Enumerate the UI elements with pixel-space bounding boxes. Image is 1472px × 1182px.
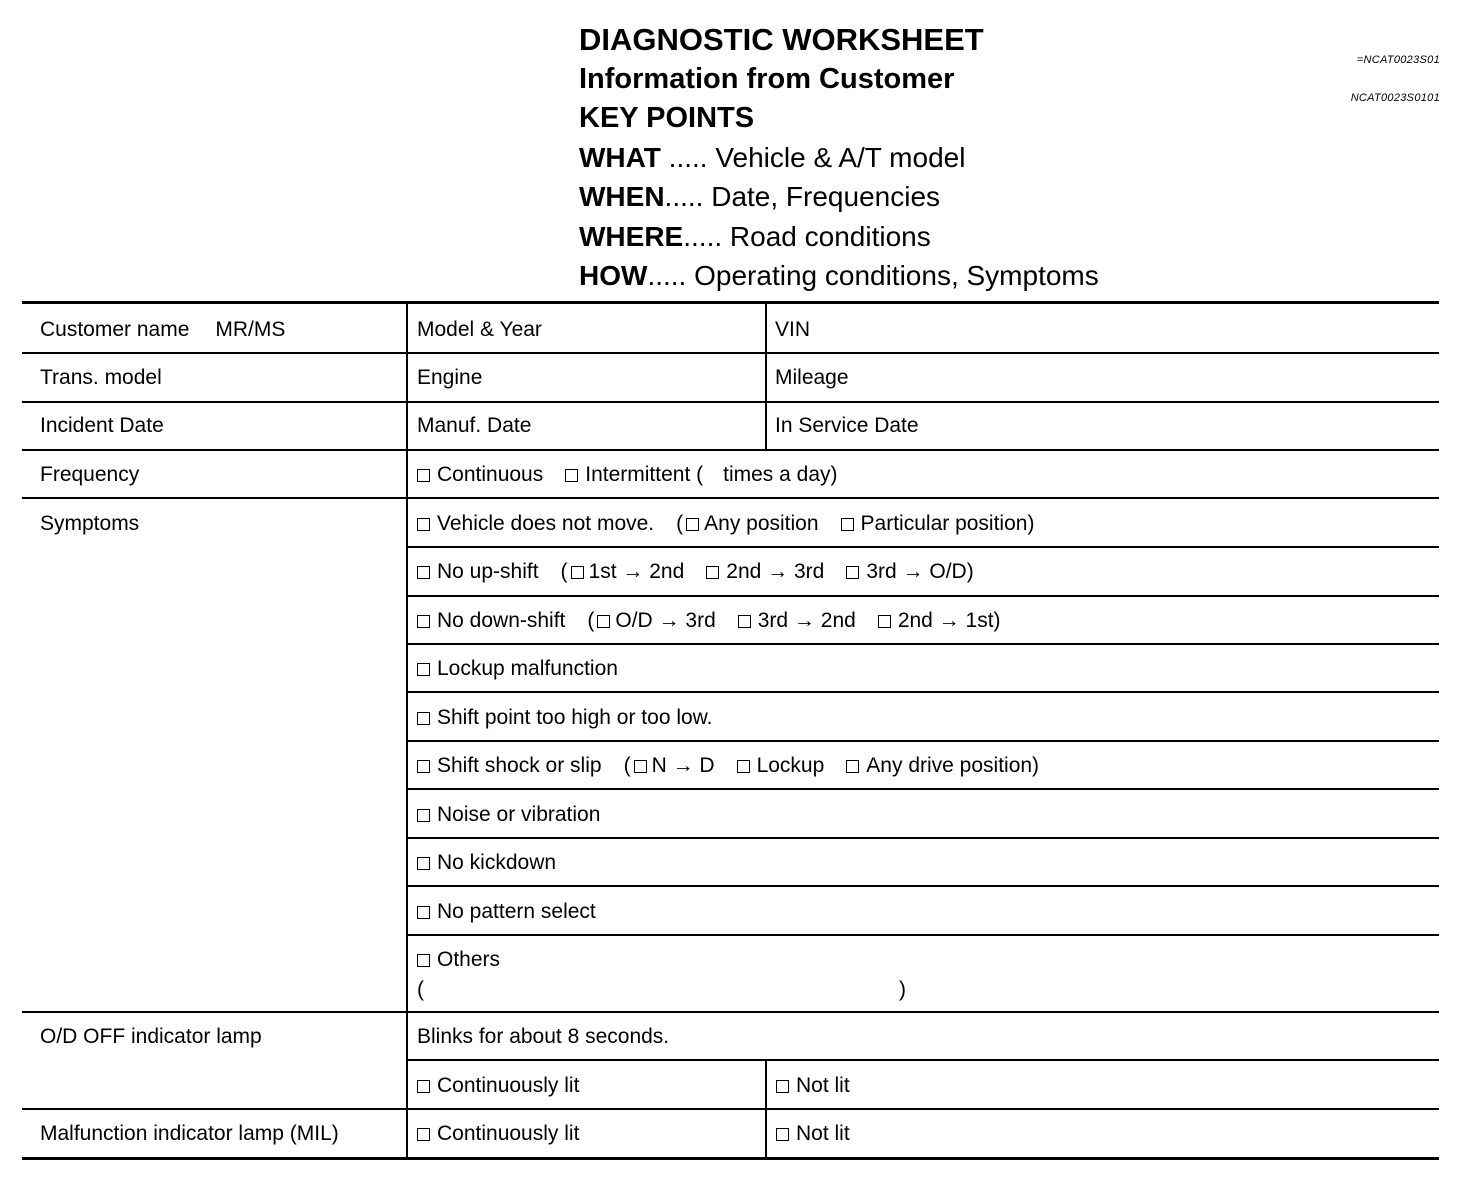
manuf-date-field[interactable]: Manuf. Date (417, 414, 532, 437)
mil-label: Malfunction indicator lamp (MIL) (40, 1122, 339, 1145)
symptom-no-upshift: No up-shift ( 1st → 2nd 2nd → 3rd 3rd → O/D) (417, 560, 974, 584)
vin-field[interactable]: VIN (775, 318, 811, 341)
lockup-malfunction-checkbox[interactable] (417, 663, 430, 676)
symptom-no-pattern-select: No pattern select (417, 900, 596, 924)
od-off-lamp-label: O/D OFF indicator lamp (40, 1025, 262, 1048)
key-points-title: KEY POINTS (579, 102, 755, 134)
symptom-noise: Noise or vibration (417, 803, 600, 827)
od-blinks-text: Blinks for about 8 seconds. (417, 1025, 670, 1048)
table-top-border (22, 301, 1439, 304)
reference-code-2: NCAT0023S0101 (1350, 92, 1440, 104)
mileage-field[interactable]: Mileage (775, 366, 849, 389)
reference-code-1: =NCAT0023S01 (1356, 54, 1440, 66)
mil-not-lit-checkbox[interactable] (776, 1128, 789, 1141)
symptom-others: Others (417, 948, 500, 972)
row-divider (407, 885, 1439, 887)
any-position-checkbox[interactable] (686, 518, 699, 531)
continuous-checkbox[interactable] (417, 469, 430, 482)
mil-not-lit: Not lit (776, 1122, 850, 1146)
others-checkbox[interactable] (417, 954, 430, 967)
row-divider (407, 546, 1439, 548)
lockup-checkbox[interactable] (737, 760, 750, 773)
model-year-field[interactable]: Model & Year (417, 318, 542, 341)
mil-continuously-lit-checkbox[interactable] (417, 1128, 430, 1141)
row-divider (407, 934, 1439, 936)
upshift-3-od-checkbox[interactable] (846, 566, 859, 579)
row-divider (22, 497, 1439, 499)
mil-continuously-lit: Continuously lit (417, 1122, 579, 1146)
row-divider (22, 352, 1439, 354)
noise-checkbox[interactable] (417, 809, 430, 822)
symptoms-label: Symptoms (40, 512, 140, 535)
row-divider (407, 1059, 1439, 1061)
no-downshift-checkbox[interactable] (417, 615, 430, 628)
worksheet-title: DIAGNOSTIC WORKSHEET (579, 22, 984, 57)
row-divider (407, 740, 1439, 742)
od-not-lit-checkbox[interactable] (776, 1080, 789, 1093)
key-point-where: WHERE..... Road conditions (579, 221, 931, 252)
upshift-1-2-checkbox[interactable] (571, 566, 584, 579)
incident-date-field[interactable]: Incident Date (40, 414, 164, 437)
others-open-paren: ( (417, 978, 424, 1001)
od-continuously-lit: Continuously lit (417, 1074, 579, 1098)
downshift-3-2-checkbox[interactable] (738, 615, 751, 628)
row-divider (407, 788, 1439, 790)
no-move-checkbox[interactable] (417, 518, 430, 531)
column-divider (765, 303, 767, 450)
shift-point-checkbox[interactable] (417, 712, 430, 725)
symptom-lockup-malfunction: Lockup malfunction (417, 657, 618, 681)
row-divider (407, 691, 1439, 693)
column-divider (765, 1060, 767, 1159)
frequency-options: Continuous Intermittent ( times a day) (417, 463, 838, 487)
customer-name-label: Customer name MR/MS (40, 318, 286, 341)
worksheet-subtitle: Information from Customer (579, 63, 955, 95)
downshift-2-1-checkbox[interactable] (878, 615, 891, 628)
column-divider (406, 303, 408, 1159)
intermittent-checkbox[interactable] (565, 469, 578, 482)
row-divider (22, 401, 1439, 403)
symptom-no-kickdown: No kickdown (417, 851, 556, 875)
od-not-lit: Not lit (776, 1074, 850, 1098)
any-drive-position-checkbox[interactable] (846, 760, 859, 773)
trans-model-field[interactable]: Trans. model (40, 366, 162, 389)
upshift-2-3-checkbox[interactable] (706, 566, 719, 579)
symptom-shift-shock: Shift shock or slip ( N → D Lockup Any drive position) (417, 754, 1039, 778)
others-close-paren: ) (899, 978, 906, 1001)
key-point-what: WHAT ..... Vehicle & A/T model (579, 142, 966, 173)
no-upshift-checkbox[interactable] (417, 566, 430, 579)
symptom-no-downshift: No down-shift ( O/D → 3rd 3rd → 2nd 2nd → 1st) (417, 609, 1001, 633)
no-pattern-select-checkbox[interactable] (417, 906, 430, 919)
particular-position-checkbox[interactable] (841, 518, 854, 531)
row-divider (22, 449, 1439, 451)
row-divider (407, 837, 1439, 839)
symptom-shift-point: Shift point too high or too low. (417, 706, 713, 730)
row-divider (22, 1108, 1439, 1110)
table-bottom-border (22, 1157, 1439, 1160)
symptom-no-move: Vehicle does not move. ( Any position Particular position) (417, 512, 1034, 536)
key-point-when: WHEN..... Date, Frequencies (579, 181, 941, 212)
shift-shock-checkbox[interactable] (417, 760, 430, 773)
row-divider (22, 1011, 1439, 1013)
n-to-d-checkbox[interactable] (634, 760, 647, 773)
frequency-label: Frequency (40, 463, 140, 486)
downshift-od-3-checkbox[interactable] (597, 615, 610, 628)
od-continuously-lit-checkbox[interactable] (417, 1080, 430, 1093)
in-service-date-field[interactable]: In Service Date (775, 414, 919, 437)
engine-field[interactable]: Engine (417, 366, 483, 389)
key-point-how: HOW..... Operating conditions, Symptoms (579, 260, 1099, 291)
row-divider (407, 643, 1439, 645)
row-divider (407, 595, 1439, 597)
no-kickdown-checkbox[interactable] (417, 857, 430, 870)
